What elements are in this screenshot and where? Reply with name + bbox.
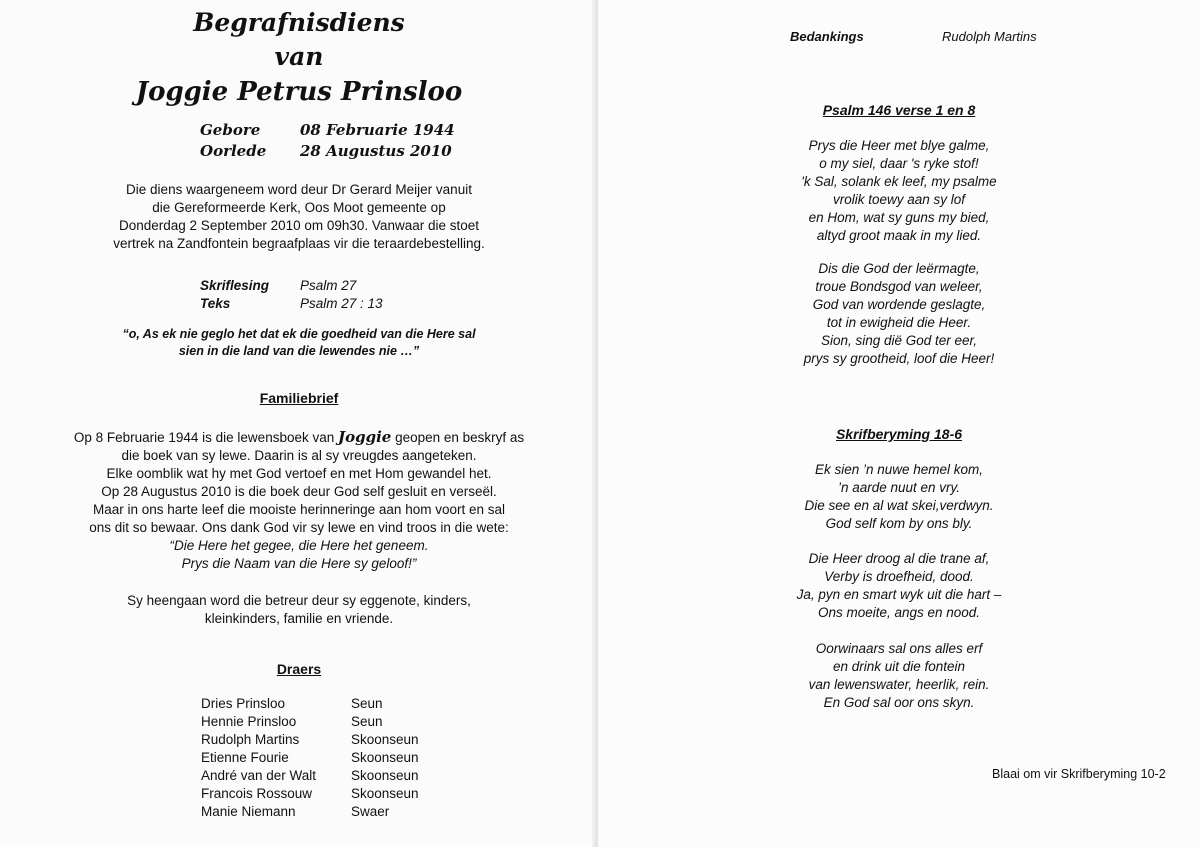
pallbearer-relation: Skoonseun bbox=[351, 786, 419, 801]
verse-line: Verby is droefheid, dood. bbox=[824, 569, 974, 584]
pallbearer-relation: Skoonseun bbox=[351, 768, 419, 783]
intro-line: Die diens waargeneem word deur Dr Gerard Meijer vanuit bbox=[126, 182, 472, 197]
quote-line: “o, As ek nie geglo het dat ek die goedheid van die Here sal bbox=[122, 327, 476, 341]
verse-line: van lewenswater, heerlik, rein. bbox=[808, 677, 990, 692]
pallbearer-name: André van der Walt bbox=[201, 768, 317, 783]
verse-line: en Hom, wat sy guns my bied, bbox=[808, 210, 990, 225]
verse-line: altyd groot maak in my lied. bbox=[816, 228, 982, 243]
intro-line: die Gereformeerde Kerk, Oos Moot gemeente op bbox=[152, 200, 446, 215]
death-date: 28 Augustus 2010 bbox=[300, 142, 452, 160]
service-title: Begrafnisdiens bbox=[193, 8, 405, 37]
letter-text: Op 8 Februarie 1944 is die lewensboek van bbox=[73, 430, 338, 445]
mourners-line: kleinkinders, familie en vriende. bbox=[204, 611, 394, 626]
verse-line: God self kom by ons bly. bbox=[825, 516, 973, 531]
letter-line: Prys die Naam van die Here sy geloof!” bbox=[181, 556, 417, 571]
verse-line: o my siel, daar 's ryke stof! bbox=[819, 156, 979, 171]
mourners-line: Sy heengaan word die betreur deur sy eggenote, kinders, bbox=[127, 593, 471, 608]
right-page bbox=[598, 0, 1200, 847]
psalm-stanza-2 bbox=[598, 260, 1200, 368]
birth-date: 08 Februarie 1944 bbox=[300, 121, 455, 139]
letter-name: Joggie bbox=[338, 428, 392, 446]
verse-line: en drink uit die fontein bbox=[832, 659, 966, 674]
letter-line: ons dit so bewaar. Ons dank God vir sy lewe en vind troos in die wete: bbox=[89, 520, 509, 535]
pallbearer-relation: Skoonseun bbox=[351, 750, 419, 765]
psalm-heading: Psalm 146 verse 1 en 8 bbox=[822, 102, 976, 118]
verse-line: Die see en al wat skei,verdwyn. bbox=[804, 498, 994, 513]
letter-line: die boek van sy lewe. Daarin is al sy vreugdes aangeteken. bbox=[121, 448, 477, 463]
skrifberyming-heading: Skrifberyming 18-6 bbox=[835, 426, 963, 442]
pallbearer-relation: Skoonseun bbox=[351, 732, 419, 747]
letter-line: Elke oomblik wat hy met God vertoef en met Hom gewandel het. bbox=[106, 466, 492, 481]
pallbearer-relation: Seun bbox=[351, 714, 383, 729]
verse-line: tot in ewigheid die Heer. bbox=[826, 315, 972, 330]
verse-line: Sion, sing dië God ter eer, bbox=[820, 333, 978, 348]
family-letter bbox=[0, 428, 598, 573]
bedankings-label: Bedankings bbox=[790, 29, 864, 44]
text-quote bbox=[0, 326, 598, 360]
pallbearer-relation: Swaer bbox=[351, 804, 390, 819]
skrif-stanza-3 bbox=[598, 640, 1200, 712]
verse-line: prys sy grootheid, loof die Heer! bbox=[803, 351, 995, 366]
deceased-name: Joggie Petrus Prinsloo bbox=[135, 77, 463, 107]
teks-label: Teks bbox=[200, 296, 231, 311]
skrif-stanza-1 bbox=[598, 461, 1200, 533]
verse-line: Ons moeite, angs en nood. bbox=[817, 605, 981, 620]
service-intro bbox=[0, 181, 598, 253]
verse-line: vrolik toewy aan sy lof bbox=[832, 192, 966, 207]
verse-line: Ek sien ’n nuwe hemel kom, bbox=[814, 462, 984, 477]
verse-line: 'k Sal, solank ek leef, my psalme bbox=[801, 174, 997, 189]
verse-line: Prys die Heer met blye galme, bbox=[808, 138, 990, 153]
letter-line-first bbox=[0, 428, 598, 447]
pallbearer-relation: Seun bbox=[351, 696, 383, 711]
verse-line: God van wordende geslagte, bbox=[812, 297, 986, 312]
service-title-van: van bbox=[274, 42, 324, 71]
birth-label: Gebore bbox=[200, 121, 261, 139]
pallbearer-name: Manie Niemann bbox=[201, 804, 296, 819]
verse-line: En God sal oor ons skyn. bbox=[823, 695, 975, 710]
turn-page-note: Blaai om vir Skrifberyming 10-2 bbox=[992, 767, 1166, 781]
intro-line: Donderdag 2 September 2010 om 09h30. Vanwaar die stoet bbox=[119, 218, 479, 233]
skriflesing-label: Skriflesing bbox=[200, 278, 270, 293]
draers-heading: Draers bbox=[276, 661, 322, 677]
left-page bbox=[0, 0, 598, 847]
mourners-text bbox=[0, 592, 598, 628]
teks-value: Psalm 27 : 13 bbox=[300, 296, 383, 311]
verse-line: ’n aarde nuut en vry. bbox=[837, 480, 961, 495]
familiebrief-heading: Familiebrief bbox=[259, 390, 339, 406]
skrif-stanza-2 bbox=[598, 550, 1200, 622]
letter-line: Op 28 Augustus 2010 is die boek deur God self gesluit en verseël. bbox=[101, 484, 497, 499]
pallbearer-name: Hennie Prinsloo bbox=[201, 714, 297, 729]
letter-text: geopen en beskryf as bbox=[391, 430, 525, 445]
bedankings-name: Rudolph Martins bbox=[942, 29, 1037, 44]
verse-line: troue Bondsgod van weleer, bbox=[815, 279, 983, 294]
intro-line: vertrek na Zandfontein begraafplaas vir die teraardebestelling. bbox=[113, 236, 485, 251]
verse-line: Die Heer droog al die trane af, bbox=[808, 551, 990, 566]
verse-line: Dis die God der leërmagte, bbox=[818, 261, 980, 276]
pallbearer-name: Dries Prinsloo bbox=[201, 696, 286, 711]
verse-line: Ja, pyn en smart wyk uit die hart – bbox=[796, 587, 1002, 602]
verse-line: Oorwinaars sal ons alles erf bbox=[815, 641, 983, 656]
pallbearer-name: Francois Rossouw bbox=[201, 786, 313, 801]
letter-line: Maar in ons harte leef die mooiste herinneringe aan hom voort en sal bbox=[93, 502, 505, 517]
psalm-stanza-1 bbox=[598, 137, 1200, 245]
pallbearer-name: Rudolph Martins bbox=[201, 732, 300, 747]
letter-line: “Die Here het gegee, die Here het geneem. bbox=[169, 538, 429, 553]
skriflesing-value: Psalm 27 bbox=[300, 278, 357, 293]
quote-line: sien in die land van die lewendes nie …” bbox=[178, 344, 420, 358]
pallbearer-name: Etienne Fourie bbox=[201, 750, 289, 765]
death-label: Oorlede bbox=[200, 142, 267, 160]
